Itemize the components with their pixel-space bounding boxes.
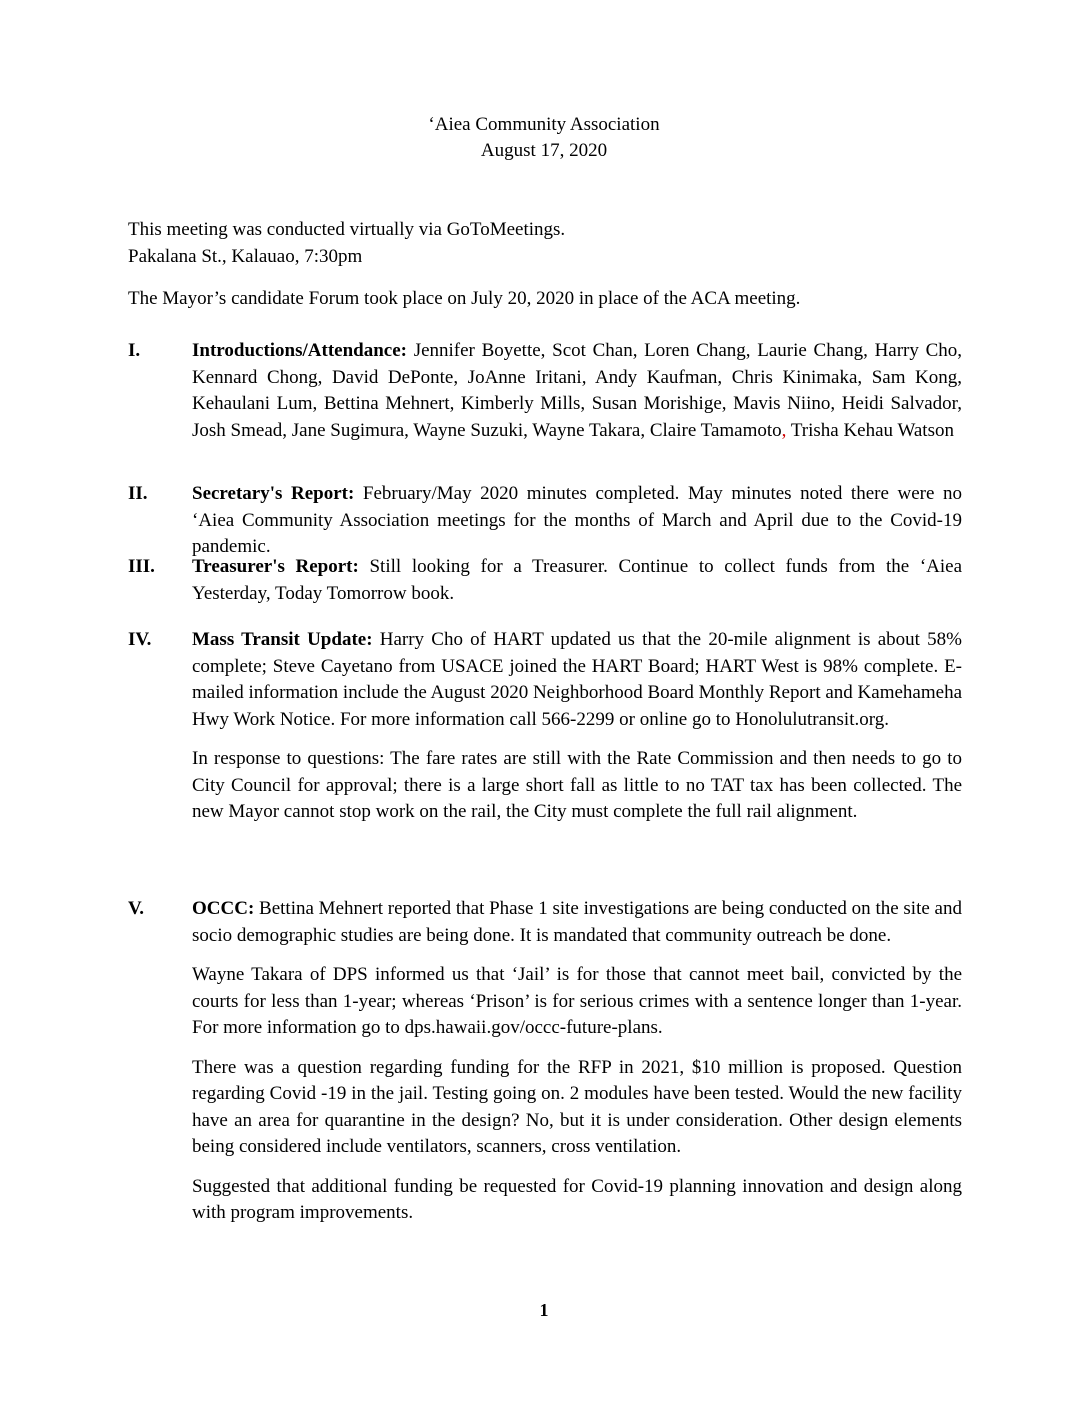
section-number: IV. — [128, 629, 152, 650]
treasurer-paragraph — [192, 554, 962, 607]
jail-prison-paragraph: Wayne Takara of DPS informed us that ‘Jail’ is for those that cannot meet bail, convicted by the courts for less than 1-year; whereas ‘Prison’ is for serious crimes with a sentence longer than 1-year. For more information go to dps.hawaii.gov/occc-future-plans. — [192, 964, 962, 1038]
section-heading: Introductions/Attendance: — [192, 340, 407, 361]
forum-note — [128, 286, 962, 313]
section-number: II. — [128, 483, 148, 504]
section-body — [192, 554, 962, 607]
attendee-list-a: Jennifer Boyette, Scot Chan, Loren Chang, Laurie Chang, Harry Cho, Kennard Chong, David DePonte, JoAnne Iritani, Andy Kaufman, Chris Kinimaka, Sam Kong, Kehaulani Lum, Bettina Mehnert, Kimberly Mills, Susan Morishige, Mavis Niino, Heidi Salvador, Josh Smead, Jane Sugimura, Wayne Suzuki, Wayne Takara, Claire Tamamoto — [192, 340, 962, 441]
section-number: I. — [128, 340, 141, 361]
section-secretary-report — [128, 481, 962, 561]
meeting-info — [128, 217, 962, 270]
secretary-paragraph — [192, 481, 962, 561]
meeting-format-line: This meeting was conducted virtually via GoToMeetings. — [128, 219, 566, 240]
organization-name: ‘Aiea Community Association — [428, 114, 660, 135]
section-body — [192, 481, 962, 561]
section-heading: Mass Transit Update: — [192, 629, 373, 650]
attendance-paragraph — [192, 338, 962, 444]
secretary-text: February/May 2020 minutes completed. May minutes noted there were no ‘Aiea Community Association meetings for the months of March and April due to the Covid-19 pandemic. — [192, 483, 962, 557]
occc-report-paragraph — [192, 896, 962, 949]
funding-covid-paragraph: There was a question regarding funding for the RFP in 2021, $10 million is proposed. Question regarding Covid -19 in the jail. Testing going on. 2 modules have been tested. Would the new facility have an area for quarantine in the design? No, but it is under consideration. Other design elements being considered include ventilators, scanners, cross ventilation. — [192, 1056, 962, 1157]
transit-questions-paragraph: In response to questions: The fare rates are still with the Rate Commission and then needs to go to City Council for approval; there is a large short fall as little to no TAT tax has been collected. The new Mayor cannot stop work on the rail, the City must complete the full rail alignment. — [192, 748, 962, 822]
section-heading: Secretary's Report: — [192, 483, 355, 504]
attendee-separator: , — [781, 419, 787, 441]
section-heading: OCCC: — [192, 898, 255, 919]
section-mass-transit — [128, 627, 962, 826]
section-number: III. — [128, 556, 155, 577]
funding-suggestion-paragraph: Suggested that additional funding be requested for Covid-19 planning innovation and design along with program improvements. — [192, 1175, 962, 1223]
page-number: 1 — [539, 1300, 549, 1320]
transit-update-text: Harry Cho of HART updated us that the 20-mile alignment is about 58% complete; Steve Cayetano from USACE joined the HART Board; HART West is 98% complete. E-mailed information include the August 2020 Neighborhood Board Monthly Report and Kamehameha Hwy Work Notice. For more information call 566-2299 or online go to Honolulutransit.org. — [192, 629, 962, 730]
occc-report-text: Bettina Mehnert reported that Phase 1 site investigations are being conducted on the site and socio demographic studies are being done. It is mandated that community outreach be done. — [192, 898, 962, 946]
section-attendance — [128, 338, 962, 444]
document-header — [0, 112, 1088, 164]
meeting-location-line: Pakalana St., Kalauao, 7:30pm — [128, 245, 363, 267]
forum-note-text: The Mayor’s candidate Forum took place on July 20, 2020 in place of the ACA meeting. — [128, 288, 801, 309]
section-body — [192, 896, 962, 1227]
attendee-list-b: Trisha Kehau Watson — [786, 419, 954, 441]
section-heading: Treasurer's Report: — [192, 556, 359, 577]
meeting-date: August 17, 2020 — [480, 140, 608, 161]
section-body — [192, 338, 962, 444]
transit-update-paragraph — [192, 627, 962, 733]
section-treasurer-report — [128, 554, 962, 607]
section-body — [192, 627, 962, 826]
section-occc — [128, 896, 962, 1227]
treasurer-text: Still looking for a Treasurer. Continue to collect funds from the ‘Aiea Yesterday, Today Tomorrow book. — [192, 556, 963, 604]
section-number: V. — [128, 898, 145, 919]
